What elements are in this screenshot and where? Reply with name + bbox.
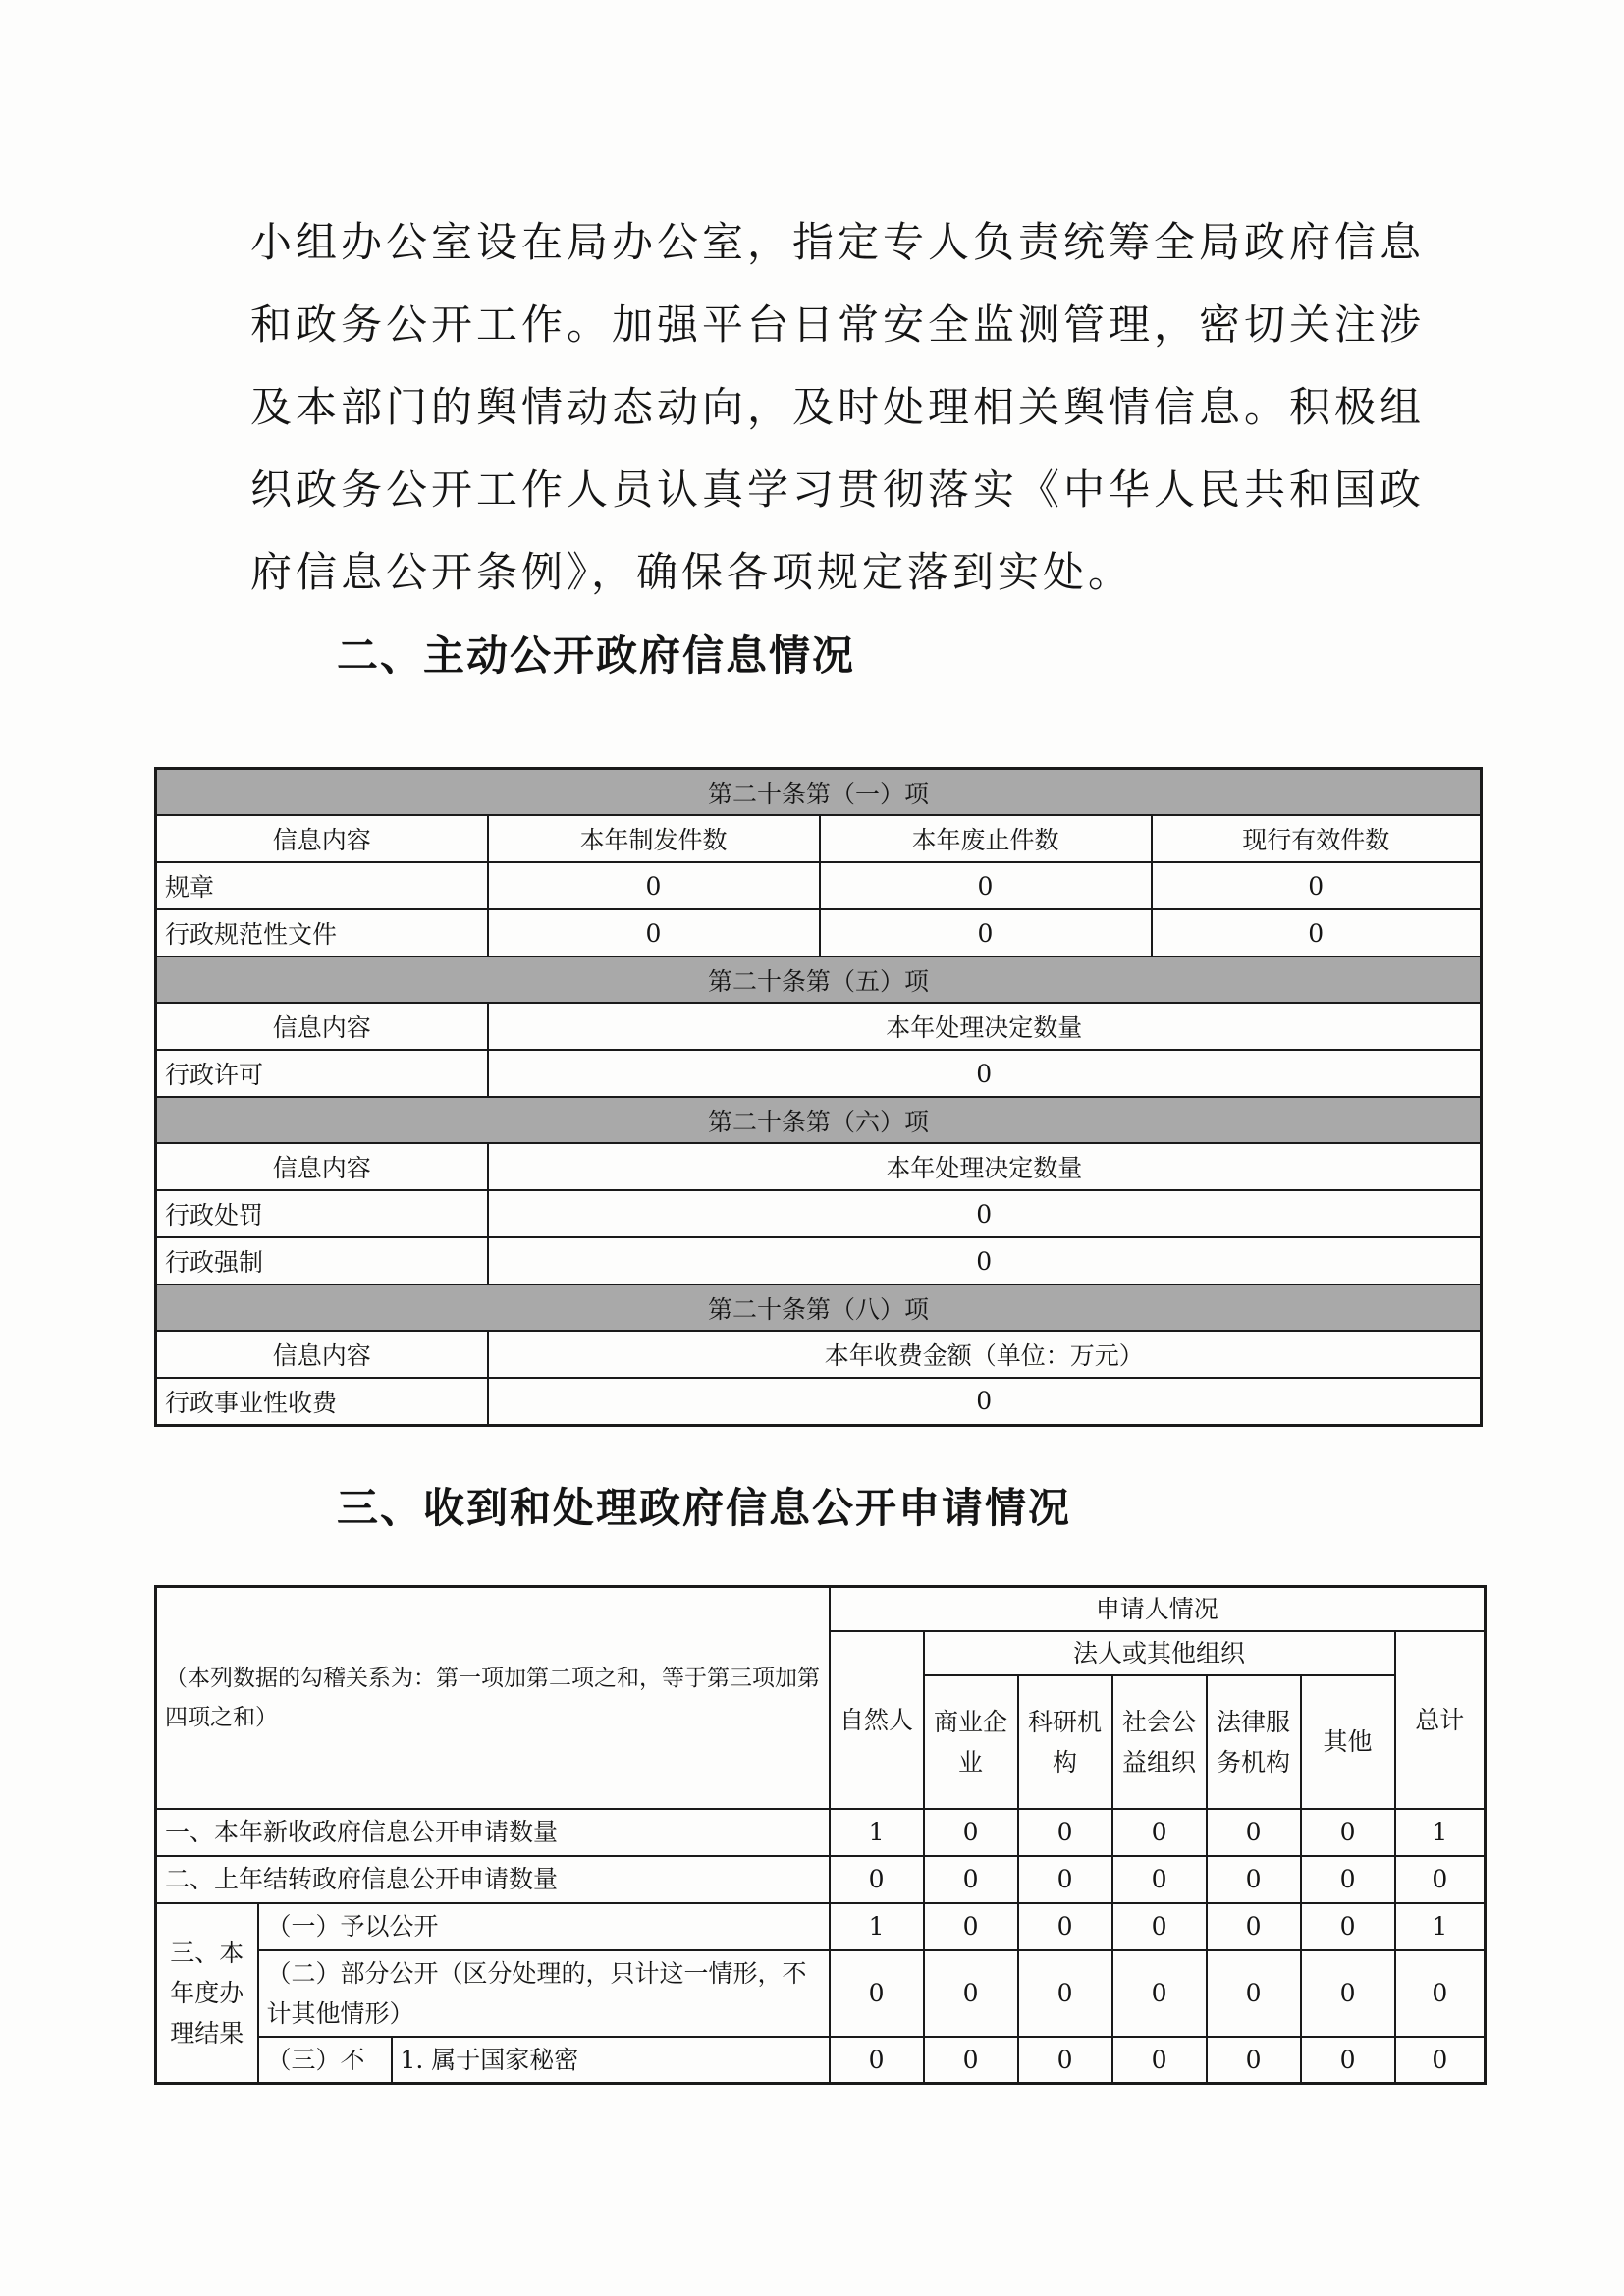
cell-value: 0 bbox=[488, 862, 820, 909]
reconciliation-note: （本列数据的勾稽关系为：第一项加第二项之和，等于第三项加第四项之和） bbox=[156, 1587, 830, 1809]
section-title: 第二十条第（五）项 bbox=[156, 957, 1482, 1003]
cell-value: 0 bbox=[830, 2037, 924, 2084]
cell-value: 1 bbox=[1395, 1809, 1486, 1856]
intro-line: 织政务公开工作人员认真学习贯彻落实《中华人民共和国政 bbox=[250, 465, 1426, 514]
cell-value: 0 bbox=[924, 2037, 1018, 2084]
cell-value: 0 bbox=[830, 1950, 924, 2037]
row-group-label: 三、本年度办理结果 bbox=[156, 1903, 258, 2084]
row-label: 规章 bbox=[156, 862, 488, 909]
row-label: （二）部分公开（区分处理的，只计这一情形，不计其他情形） bbox=[258, 1950, 830, 2037]
cell-value: 0 bbox=[1301, 1856, 1395, 1903]
cell-value: 0 bbox=[1018, 1809, 1112, 1856]
cell-value: 0 bbox=[1112, 1950, 1207, 2037]
cell-value: 0 bbox=[488, 909, 820, 957]
natural-person-header: 自然人 bbox=[830, 1631, 924, 1809]
cell-value: 0 bbox=[1018, 2037, 1112, 2084]
column-header: 信息内容 bbox=[156, 1143, 488, 1190]
column-header: 其他 bbox=[1301, 1675, 1395, 1809]
column-header: 本年废止件数 bbox=[820, 815, 1152, 862]
cell-value: 0 bbox=[1152, 862, 1482, 909]
column-header: 信息内容 bbox=[156, 1331, 488, 1378]
row-label: 一、本年新收政府信息公开申请数量 bbox=[156, 1809, 830, 1856]
row-label: 1. 属于国家秘密 bbox=[392, 2037, 830, 2084]
cell-value: 0 bbox=[820, 909, 1152, 957]
cell-value: 0 bbox=[488, 1237, 1482, 1285]
cell-value: 0 bbox=[1112, 1809, 1207, 1856]
intro-line: 小组办公室设在局办公室，指定专人负责统筹全局政府信息 bbox=[250, 218, 1426, 266]
cell-value: 0 bbox=[924, 1903, 1018, 1950]
cell-value: 0 bbox=[1207, 1950, 1301, 2037]
cell-value: 0 bbox=[924, 1856, 1018, 1903]
cell-value: 0 bbox=[924, 1950, 1018, 2037]
row-subgroup-label: （三）不 bbox=[258, 2037, 392, 2084]
intro-line: 及本部门的舆情动态动向，及时处理相关舆情信息。积极组 bbox=[250, 383, 1426, 431]
cell-value: 0 bbox=[1112, 1856, 1207, 1903]
cell-value: 0 bbox=[1301, 2037, 1395, 2084]
cell-value: 1 bbox=[830, 1809, 924, 1856]
cell-value: 0 bbox=[1207, 1856, 1301, 1903]
cell-value: 1 bbox=[830, 1903, 924, 1950]
section-2-heading: 二、主动公开政府信息情况 bbox=[337, 631, 856, 680]
row-label: （一）予以公开 bbox=[258, 1903, 830, 1950]
column-header: 科研机构 bbox=[1018, 1675, 1112, 1809]
proactive-disclosure-table bbox=[154, 767, 1483, 1427]
cell-value: 0 bbox=[1207, 1903, 1301, 1950]
cell-value: 0 bbox=[1301, 1950, 1395, 2037]
table-row bbox=[156, 1190, 1482, 1237]
cell-value: 0 bbox=[1112, 1903, 1207, 1950]
cell-value: 0 bbox=[1112, 2037, 1207, 2084]
intro-paragraph bbox=[250, 201, 1426, 614]
cell-value: 0 bbox=[1395, 1856, 1486, 1903]
table-row bbox=[156, 909, 1482, 957]
row-label: 二、上年结转政府信息公开申请数量 bbox=[156, 1856, 830, 1903]
row-label: 行政事业性收费 bbox=[156, 1378, 488, 1425]
cell-value: 0 bbox=[1018, 1856, 1112, 1903]
cell-value: 0 bbox=[1395, 2037, 1486, 2084]
cell-value: 0 bbox=[1301, 1903, 1395, 1950]
column-header: 现行有效件数 bbox=[1152, 815, 1482, 862]
section-title: 第二十条第（六）项 bbox=[156, 1097, 1482, 1143]
column-header: 信息内容 bbox=[156, 815, 488, 862]
table-row bbox=[156, 1903, 1486, 1950]
cell-value: 0 bbox=[488, 1050, 1482, 1097]
cell-value: 1 bbox=[1395, 1903, 1486, 1950]
table-row bbox=[156, 1809, 1486, 1856]
cell-value: 0 bbox=[1152, 909, 1482, 957]
cell-value: 0 bbox=[820, 862, 1152, 909]
row-label: 行政处罚 bbox=[156, 1190, 488, 1237]
legal-entity-header: 法人或其他组织 bbox=[924, 1631, 1395, 1675]
cell-value: 0 bbox=[1018, 1903, 1112, 1950]
application-statistics-table bbox=[154, 1585, 1487, 2085]
column-header: 本年收费金额（单位：万元） bbox=[488, 1331, 1482, 1378]
column-header: 信息内容 bbox=[156, 1003, 488, 1050]
intro-line: 和政务公开工作。加强平台日常安全监测管理，密切关注涉 bbox=[250, 301, 1426, 349]
column-header: 本年处理决定数量 bbox=[488, 1003, 1482, 1050]
cell-value: 0 bbox=[1301, 1809, 1395, 1856]
applicant-header: 申请人情况 bbox=[830, 1587, 1486, 1631]
column-header: 本年处理决定数量 bbox=[488, 1143, 1482, 1190]
cell-value: 0 bbox=[1207, 1809, 1301, 1856]
column-header: 社会公益组织 bbox=[1112, 1675, 1207, 1809]
table-row bbox=[156, 1378, 1482, 1425]
row-label: 行政许可 bbox=[156, 1050, 488, 1097]
intro-line: 府信息公开条例》，确保各项规定落到实处。 bbox=[250, 548, 1134, 596]
total-header: 总计 bbox=[1395, 1631, 1486, 1809]
table-row bbox=[156, 1856, 1486, 1903]
column-header: 商业企业 bbox=[924, 1675, 1018, 1809]
cell-value: 0 bbox=[1018, 1950, 1112, 2037]
cell-value: 0 bbox=[488, 1378, 1482, 1425]
cell-value: 0 bbox=[1207, 2037, 1301, 2084]
cell-value: 0 bbox=[924, 1809, 1018, 1856]
table-row bbox=[156, 1237, 1482, 1285]
table-row bbox=[156, 862, 1482, 909]
column-header: 法律服务机构 bbox=[1207, 1675, 1301, 1809]
table-row bbox=[156, 1050, 1482, 1097]
row-label: 行政规范性文件 bbox=[156, 909, 488, 957]
column-header: 本年制发件数 bbox=[488, 815, 820, 862]
cell-value: 0 bbox=[488, 1190, 1482, 1237]
cell-value: 0 bbox=[830, 1856, 924, 1903]
section-title: 第二十条第（八）项 bbox=[156, 1285, 1482, 1331]
cell-value: 0 bbox=[1395, 1950, 1486, 2037]
table-row bbox=[156, 2037, 1486, 2084]
table-row bbox=[156, 1950, 1486, 2037]
section-title: 第二十条第（一）项 bbox=[156, 769, 1482, 816]
row-label: 行政强制 bbox=[156, 1237, 488, 1285]
section-3-heading: 三、收到和处理政府信息公开申请情况 bbox=[337, 1484, 1072, 1532]
